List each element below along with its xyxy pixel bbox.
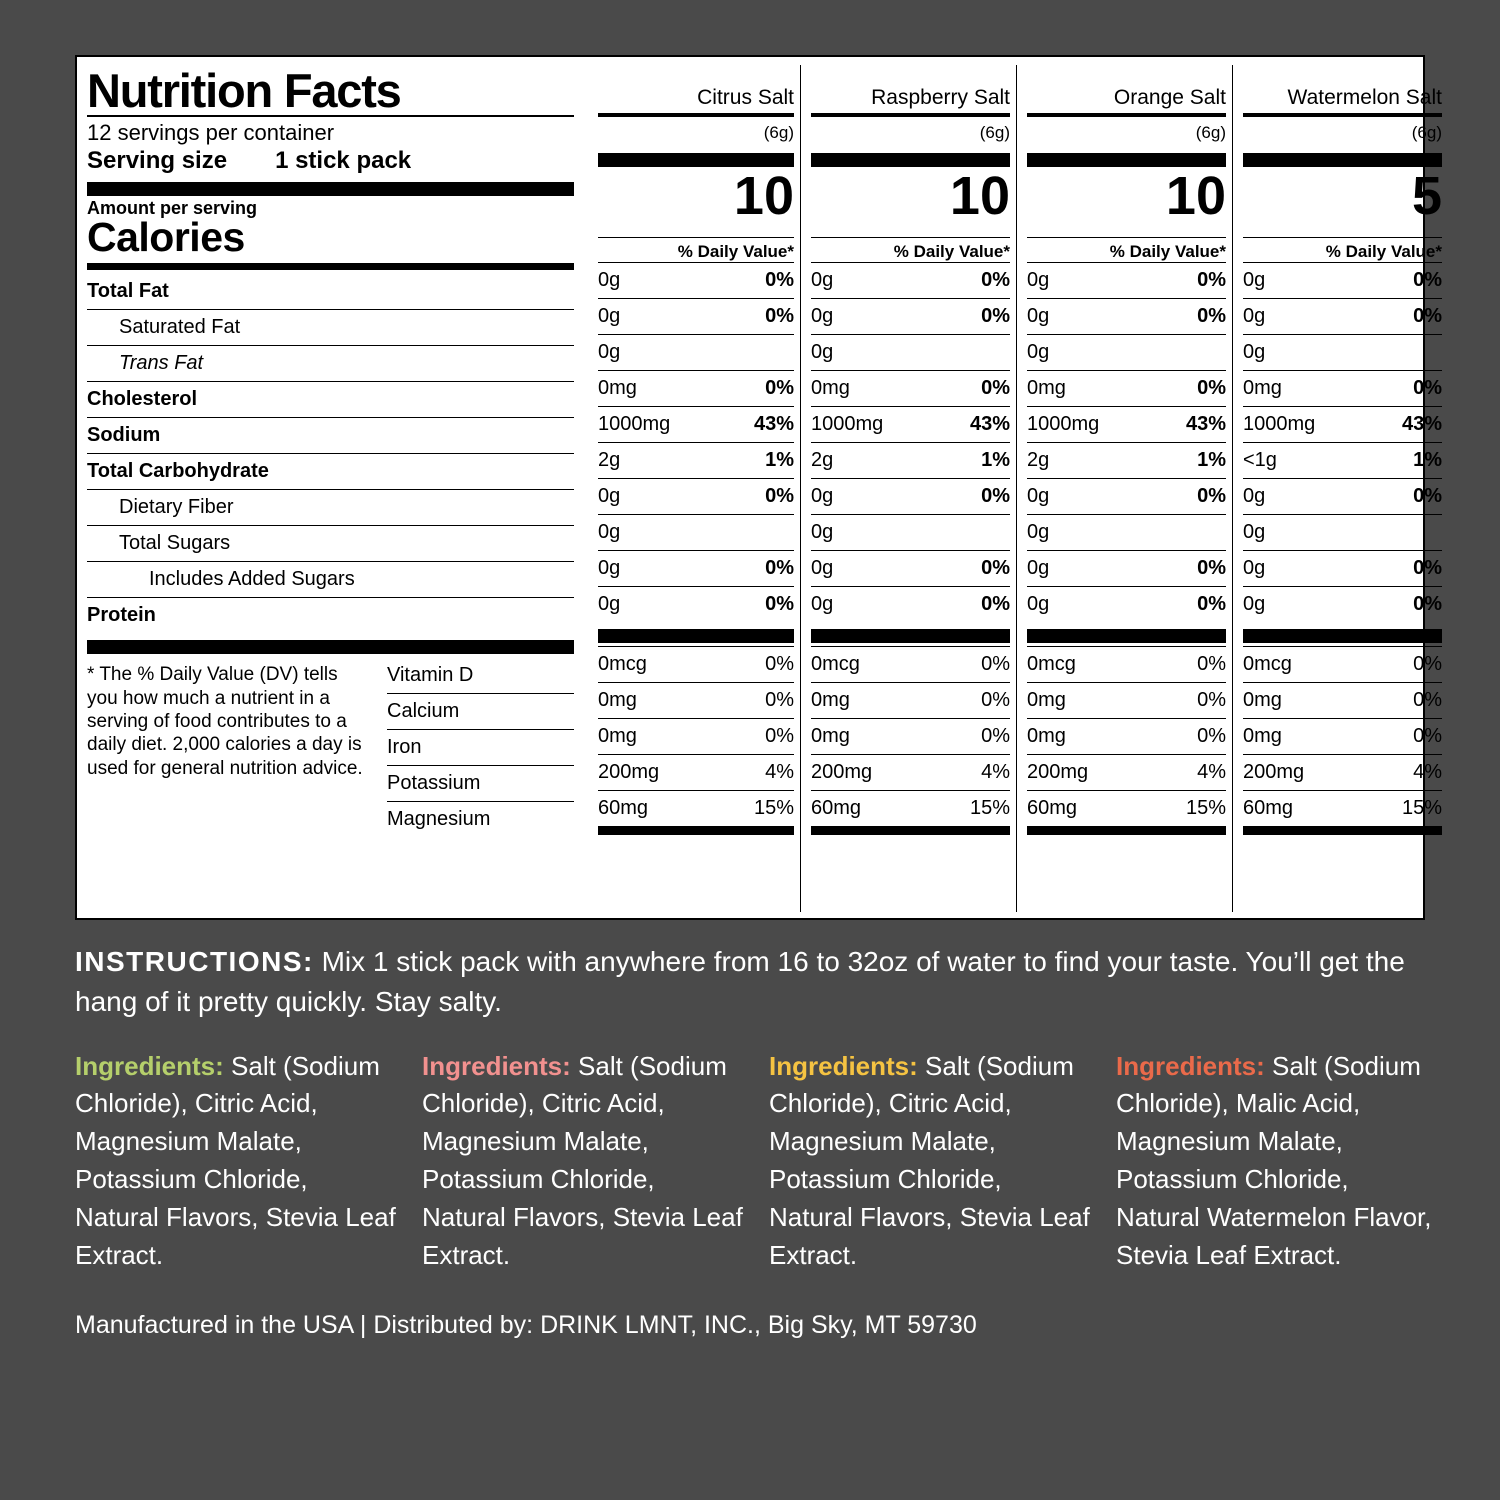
vitamin-value-row bbox=[1243, 790, 1442, 826]
nutrient-value-row bbox=[811, 262, 1010, 298]
nutrient-value-row bbox=[1027, 478, 1226, 514]
calories-label: Calories bbox=[87, 214, 245, 261]
daily-value-footnote: * The % Daily Value (DV) tells you how much a nutrient in a serving of food contributes to a daily diet. 2,000 calories a day is used for general nutrition advice. bbox=[87, 664, 363, 779]
nutrient-value-row bbox=[598, 334, 794, 370]
vitamin-value-row bbox=[598, 682, 794, 718]
flavor-column-citrus-salt bbox=[584, 65, 800, 912]
nutrient-label: Sodium bbox=[87, 424, 161, 447]
nutrient-label: Saturated Fat bbox=[119, 316, 241, 339]
nutrient-amount: 0g bbox=[1243, 269, 1266, 291]
vitamin-label: Magnesium bbox=[387, 808, 491, 831]
nutrient-value-row bbox=[811, 514, 1010, 550]
nutrient-pct: 43% bbox=[1185, 413, 1226, 435]
vitamin-amount: 60mg bbox=[598, 797, 649, 819]
nutrient-pct: 0% bbox=[1197, 305, 1226, 327]
flavor-column-raspberry-salt bbox=[800, 65, 1016, 912]
nutrient-amount: 0g bbox=[1027, 305, 1050, 327]
nutrient-pct: 0% bbox=[1413, 305, 1442, 327]
vitamin-value-row bbox=[811, 682, 1010, 718]
nutrient-amount: 0g bbox=[811, 485, 834, 507]
nutrient-row bbox=[87, 489, 574, 525]
vitamin-value-row bbox=[598, 718, 794, 754]
nutrient-pct: 0% bbox=[1413, 557, 1442, 579]
nutrient-pct: 0% bbox=[1197, 377, 1226, 399]
nutrient-pct: 0% bbox=[1413, 485, 1442, 507]
vitamin-pct: 0% bbox=[765, 653, 794, 675]
vitamin-pct: 0% bbox=[1197, 689, 1226, 711]
nutrient-value-row bbox=[1027, 406, 1226, 442]
nutrient-value-row bbox=[1243, 478, 1442, 514]
serving-grams: (6g) bbox=[1195, 123, 1226, 142]
nutrient-value-row bbox=[811, 586, 1010, 622]
vitamin-pct: 0% bbox=[1413, 689, 1442, 711]
nutrient-amount: 0g bbox=[598, 521, 621, 543]
nutrient-value-row bbox=[811, 334, 1010, 370]
nutrient-value-row bbox=[1243, 370, 1442, 406]
instructions-block bbox=[75, 942, 1425, 1022]
nutrient-amount: 1000mg bbox=[1243, 413, 1316, 435]
nutrient-value-row bbox=[1027, 370, 1226, 406]
vitamin-label-list bbox=[387, 657, 574, 837]
divider-thick bbox=[598, 629, 794, 643]
nutrient-pct: 0% bbox=[1413, 269, 1442, 291]
vitamin-value-row bbox=[811, 718, 1010, 754]
nutrient-amount: 0g bbox=[811, 593, 834, 615]
ingredients-watermelon-salt bbox=[1116, 1048, 1463, 1276]
vitamin-pct: 15% bbox=[1185, 797, 1226, 819]
calories-value: 10 bbox=[949, 166, 1010, 226]
vitamin-pct: 15% bbox=[1401, 797, 1442, 819]
nutrient-value-row bbox=[811, 298, 1010, 334]
nutrient-amount: 2g bbox=[1027, 449, 1050, 471]
nutrient-pct: 0% bbox=[981, 593, 1010, 615]
divider bbox=[1027, 113, 1226, 117]
divider-thick bbox=[1027, 629, 1226, 643]
vitamin-value-row bbox=[1243, 646, 1442, 682]
nutrient-value-row bbox=[811, 478, 1010, 514]
divider-thick bbox=[811, 629, 1010, 643]
nutrient-amount: 0g bbox=[598, 305, 621, 327]
vitamin-pct: 4% bbox=[1413, 761, 1442, 783]
vitamin-amount: 0mg bbox=[811, 689, 850, 711]
vitamin-label: Potassium bbox=[387, 772, 481, 795]
nutrient-amount: 0g bbox=[1027, 341, 1050, 363]
vitamin-row bbox=[387, 729, 574, 765]
nutrient-pct: 0% bbox=[765, 269, 794, 291]
instructions-label: INSTRUCTIONS: bbox=[75, 946, 314, 977]
nutrient-label: Includes Added Sugars bbox=[149, 568, 355, 591]
nutrient-pct: 0% bbox=[981, 557, 1010, 579]
nutrient-amount: 0g bbox=[1243, 305, 1266, 327]
nutrient-pct: 0% bbox=[1197, 269, 1226, 291]
vitamin-pct: 0% bbox=[981, 689, 1010, 711]
nutrient-amount: 0g bbox=[598, 269, 621, 291]
vitamin-pct: 0% bbox=[765, 725, 794, 747]
vitamin-amount: 0mg bbox=[598, 725, 637, 747]
divider bbox=[811, 826, 1010, 835]
vitamin-amount: 0mcg bbox=[598, 653, 647, 675]
nutrient-row bbox=[87, 453, 574, 489]
nutrient-amount: 0g bbox=[811, 521, 834, 543]
nutrient-pct: 0% bbox=[765, 377, 794, 399]
flavor-name: Raspberry Salt bbox=[871, 85, 1010, 109]
nutrient-value-row bbox=[1027, 262, 1226, 298]
nutrient-value-row bbox=[1027, 550, 1226, 586]
nutrient-amount: 0mg bbox=[1243, 377, 1282, 399]
nutrient-value-row bbox=[598, 478, 794, 514]
nutrient-value-row bbox=[598, 442, 794, 478]
nutrient-value-row bbox=[598, 514, 794, 550]
nutrient-label: Trans Fat bbox=[119, 352, 204, 375]
vitamin-pct: 0% bbox=[765, 689, 794, 711]
vitamin-row bbox=[387, 657, 574, 693]
vitamin-value-row bbox=[1027, 790, 1226, 826]
vitamin-value-row bbox=[1027, 682, 1226, 718]
vitamin-amount: 200mg bbox=[1243, 761, 1305, 783]
nutrient-value-row bbox=[1243, 334, 1442, 370]
serving-grams: (6g) bbox=[763, 123, 794, 142]
ingredients-label: Ingredients: bbox=[75, 1050, 224, 1081]
calories-value: 10 bbox=[1165, 166, 1226, 226]
nutrient-amount: 0g bbox=[1243, 557, 1266, 579]
instructions-text: Mix 1 stick pack with anywhere from 16 to 32oz of water to find your taste. You’ll get the hang of it pretty quickly. Stay salty. bbox=[75, 946, 1405, 1017]
vitamin-pct: 0% bbox=[1413, 653, 1442, 675]
vitamin-value-row bbox=[811, 790, 1010, 826]
nutrient-pct: 1% bbox=[981, 449, 1010, 471]
nutrient-pct: 0% bbox=[981, 485, 1010, 507]
servings-per-container: 12 servings per container bbox=[87, 119, 335, 145]
nutrient-amount: 2g bbox=[598, 449, 621, 471]
vitamin-amount: 0mg bbox=[1027, 725, 1066, 747]
vitamin-value-row bbox=[811, 754, 1010, 790]
vitamin-amount: 0mcg bbox=[811, 653, 860, 675]
nutrient-pct: 0% bbox=[981, 305, 1010, 327]
nutrient-row bbox=[87, 381, 574, 417]
vitamin-row bbox=[387, 801, 574, 837]
serving-size bbox=[87, 147, 574, 175]
vitamin-row bbox=[387, 693, 574, 729]
serving-grams: (6g) bbox=[979, 123, 1010, 142]
flavor-name: Watermelon Salt bbox=[1287, 85, 1442, 109]
vitamin-amount: 60mg bbox=[1027, 797, 1078, 819]
nutrient-label: Protein bbox=[87, 604, 156, 627]
divider-thick bbox=[1243, 629, 1442, 643]
nutrition-left-column bbox=[87, 65, 584, 912]
nutrient-value-row bbox=[1243, 586, 1442, 622]
nutrient-value-row bbox=[811, 406, 1010, 442]
nutrient-value-row bbox=[1027, 334, 1226, 370]
vitamin-amount: 0mcg bbox=[1243, 653, 1292, 675]
nutrient-amount: 0g bbox=[1243, 593, 1266, 615]
vitamin-pct: 4% bbox=[1197, 761, 1226, 783]
vitamin-value-row bbox=[1027, 754, 1226, 790]
vitamin-pct: 0% bbox=[981, 725, 1010, 747]
nutrient-label: Cholesterol bbox=[87, 388, 198, 411]
nutrient-amount: 0g bbox=[811, 557, 834, 579]
vitamin-pct: 0% bbox=[1413, 725, 1442, 747]
nutrient-amount: 0g bbox=[811, 305, 834, 327]
divider-thick bbox=[811, 153, 1010, 167]
divider-thick bbox=[1243, 153, 1442, 167]
serving-size-value: 1 stick pack bbox=[275, 147, 412, 175]
calories-value: 10 bbox=[733, 166, 794, 226]
nutrient-amount: 0g bbox=[811, 269, 834, 291]
divider-thick bbox=[87, 182, 574, 196]
vitamin-amount: 0mcg bbox=[1027, 653, 1076, 675]
daily-value-header: % Daily Value* bbox=[1243, 237, 1442, 262]
vitamin-value-row bbox=[811, 646, 1010, 682]
nutrient-amount: 0g bbox=[598, 593, 621, 615]
nutrient-amount: 1000mg bbox=[598, 413, 671, 435]
flavor-column-watermelon-salt bbox=[1232, 65, 1448, 912]
nutrient-value-row bbox=[811, 370, 1010, 406]
nutrient-amount: 0g bbox=[1027, 521, 1050, 543]
vitamin-value-row bbox=[1243, 754, 1442, 790]
nutrient-amount: 0g bbox=[1243, 341, 1266, 363]
vitamin-amount: 0mg bbox=[1243, 725, 1282, 747]
vitamin-pct: 0% bbox=[1197, 725, 1226, 747]
nutrient-value-row bbox=[1027, 586, 1226, 622]
nutrient-pct: 1% bbox=[1197, 449, 1226, 471]
nutrient-value-row bbox=[1243, 514, 1442, 550]
nutrient-pct: 0% bbox=[765, 593, 794, 615]
nutrient-pct: 43% bbox=[1401, 413, 1442, 435]
vitamin-pct: 4% bbox=[765, 761, 794, 783]
flavor-name: Orange Salt bbox=[1113, 85, 1226, 109]
nutrient-row bbox=[87, 273, 574, 309]
nutrient-amount: 2g bbox=[811, 449, 834, 471]
vitamin-amount: 200mg bbox=[1027, 761, 1089, 783]
vitamin-amount: 60mg bbox=[1243, 797, 1294, 819]
divider-thick bbox=[1027, 153, 1226, 167]
divider-medium bbox=[87, 263, 574, 270]
nutrient-pct: 0% bbox=[765, 485, 794, 507]
nutrient-amount: 0g bbox=[811, 341, 834, 363]
nutrient-row bbox=[87, 345, 574, 381]
daily-value-header: % Daily Value* bbox=[598, 237, 794, 262]
ingredients-label: Ingredients: bbox=[1116, 1050, 1265, 1081]
divider-thick bbox=[87, 640, 574, 654]
flavor-column-orange-salt bbox=[1016, 65, 1232, 912]
nutrient-pct: 1% bbox=[765, 449, 794, 471]
nutrient-amount: 0g bbox=[1243, 521, 1266, 543]
page-title: Nutrition Facts bbox=[87, 64, 401, 117]
nutrient-pct: 0% bbox=[981, 377, 1010, 399]
vitamin-amount: 0mg bbox=[1243, 689, 1282, 711]
divider bbox=[1027, 826, 1226, 835]
nutrient-pct: 0% bbox=[765, 305, 794, 327]
divider bbox=[598, 113, 794, 117]
ingredients-citrus-salt bbox=[75, 1048, 422, 1276]
divider-thick bbox=[598, 153, 794, 167]
nutrient-pct: 0% bbox=[1413, 593, 1442, 615]
nutrient-value-row bbox=[1027, 442, 1226, 478]
vitamin-value-row bbox=[598, 754, 794, 790]
nutrient-amount: 0g bbox=[1027, 269, 1050, 291]
ingredients-text: Salt (Sodium Chloride), Citric Acid, Magnesium Malate, Potassium Chloride, Natural Flavors, Stevia Leaf Extract. bbox=[422, 1050, 743, 1271]
nutrient-amount: 0mg bbox=[598, 377, 637, 399]
nutrient-row bbox=[87, 561, 574, 597]
nutrient-amount: 0g bbox=[598, 485, 621, 507]
vitamin-amount: 200mg bbox=[811, 761, 873, 783]
nutrient-label: Total Fat bbox=[87, 279, 169, 302]
nutrient-value-row bbox=[1027, 514, 1226, 550]
vitamin-pct: 4% bbox=[981, 761, 1010, 783]
nutrient-value-row bbox=[598, 370, 794, 406]
ingredients-text: Salt (Sodium Chloride), Citric Acid, Magnesium Malate, Potassium Chloride, Natural Flavors, Stevia Leaf Extract. bbox=[769, 1050, 1090, 1271]
divider bbox=[1243, 826, 1442, 835]
daily-value-header: % Daily Value* bbox=[811, 237, 1010, 262]
nutrient-value-row bbox=[811, 550, 1010, 586]
nutrient-value-row bbox=[1243, 406, 1442, 442]
nutrient-pct: 0% bbox=[1197, 485, 1226, 507]
nutrient-value-row bbox=[1243, 262, 1442, 298]
ingredients-raspberry-salt bbox=[422, 1048, 769, 1276]
nutrient-label: Dietary Fiber bbox=[119, 496, 234, 519]
vitamin-amount: 0mg bbox=[1027, 689, 1066, 711]
nutrient-amount: 1000mg bbox=[811, 413, 884, 435]
nutrient-value-row bbox=[598, 586, 794, 622]
vitamin-amount: 0mg bbox=[598, 689, 637, 711]
vitamin-value-row bbox=[1243, 718, 1442, 754]
daily-value-header: % Daily Value* bbox=[1027, 237, 1226, 262]
amount-per-serving-label: Amount per serving bbox=[87, 198, 258, 219]
nutrient-pct: 0% bbox=[981, 269, 1010, 291]
vitamin-label: Iron bbox=[387, 736, 422, 759]
ingredients-label: Ingredients: bbox=[422, 1050, 571, 1081]
ingredients-text: Salt (Sodium Chloride), Citric Acid, Magnesium Malate, Potassium Chloride, Natural Flavors, Stevia Leaf Extract. bbox=[75, 1050, 396, 1271]
vitamin-value-row bbox=[598, 790, 794, 826]
manufacturer-footer: Manufactured in the USA | Distributed by: DRINK LMNT, INC., Big Sky, MT 59730 bbox=[75, 1311, 977, 1340]
nutrient-value-row bbox=[1027, 298, 1226, 334]
ingredients-row bbox=[75, 1048, 1432, 1276]
nutrient-row bbox=[87, 309, 574, 345]
nutrient-label: Total Sugars bbox=[119, 532, 231, 555]
nutrient-amount: 0g bbox=[598, 341, 621, 363]
nutrient-amount: 0g bbox=[1027, 557, 1050, 579]
flavor-name: Citrus Salt bbox=[697, 85, 794, 109]
vitamin-value-row bbox=[1243, 682, 1442, 718]
nutrient-value-row bbox=[811, 442, 1010, 478]
nutrient-label: Total Carbohydrate bbox=[87, 460, 269, 483]
nutrient-value-row bbox=[1243, 550, 1442, 586]
vitamin-value-row bbox=[1027, 718, 1226, 754]
nutrient-amount: 0mg bbox=[811, 377, 850, 399]
nutrient-pct: 0% bbox=[1413, 377, 1442, 399]
nutrient-amount: 0g bbox=[598, 557, 621, 579]
nutrient-amount: 0g bbox=[1027, 485, 1050, 507]
vitamin-amount: 200mg bbox=[598, 761, 660, 783]
nutrient-amount: <1g bbox=[1243, 449, 1277, 471]
divider bbox=[598, 826, 794, 835]
vitamin-pct: 15% bbox=[969, 797, 1010, 819]
nutrient-row bbox=[87, 417, 574, 453]
nutrient-value-row bbox=[598, 406, 794, 442]
nutrient-row bbox=[87, 525, 574, 561]
nutrient-row bbox=[87, 597, 574, 633]
vitamin-value-row bbox=[598, 646, 794, 682]
vitamin-pct: 0% bbox=[1197, 653, 1226, 675]
vitamin-amount: 60mg bbox=[811, 797, 862, 819]
nutrient-value-row bbox=[598, 550, 794, 586]
nutrient-pct: 0% bbox=[1197, 557, 1226, 579]
vitamin-pct: 15% bbox=[753, 797, 794, 819]
nutrient-amount: 0g bbox=[1243, 485, 1266, 507]
ingredients-text: Salt (Sodium Chloride), Malic Acid, Magnesium Malate, Potassium Chloride, Natural Watermelon Flavor, Stevia Leaf Extract. bbox=[1116, 1050, 1432, 1271]
nutrient-pct: 43% bbox=[753, 413, 794, 435]
nutrient-pct: 0% bbox=[765, 557, 794, 579]
nutrient-amount: 0g bbox=[1027, 593, 1050, 615]
nutrient-value-row bbox=[1243, 298, 1442, 334]
vitamin-row bbox=[387, 765, 574, 801]
nutrient-pct: 0% bbox=[1197, 593, 1226, 615]
nutrient-pct: 43% bbox=[969, 413, 1010, 435]
nutrient-value-row bbox=[598, 262, 794, 298]
nutrient-value-row bbox=[1243, 442, 1442, 478]
vitamin-label: Vitamin D bbox=[387, 663, 474, 686]
vitamin-label: Calcium bbox=[387, 700, 460, 723]
divider bbox=[811, 113, 1010, 117]
ingredients-label: Ingredients: bbox=[769, 1050, 918, 1081]
nutrition-facts-panel bbox=[75, 55, 1442, 920]
vitamin-amount: 0mg bbox=[811, 725, 850, 747]
vitamin-pct: 0% bbox=[981, 653, 1010, 675]
calories-value: 5 bbox=[1411, 166, 1442, 226]
nutrient-amount: 1000mg bbox=[1027, 413, 1100, 435]
ingredients-orange-salt bbox=[769, 1048, 1116, 1276]
vitamin-value-row bbox=[1027, 646, 1226, 682]
nutrient-amount: 0mg bbox=[1027, 377, 1066, 399]
nutrient-pct: 1% bbox=[1413, 449, 1442, 471]
serving-grams: (6g) bbox=[1411, 123, 1442, 142]
nutrient-value-row bbox=[598, 298, 794, 334]
divider bbox=[1243, 113, 1442, 117]
serving-size-label: Serving size bbox=[87, 147, 228, 175]
